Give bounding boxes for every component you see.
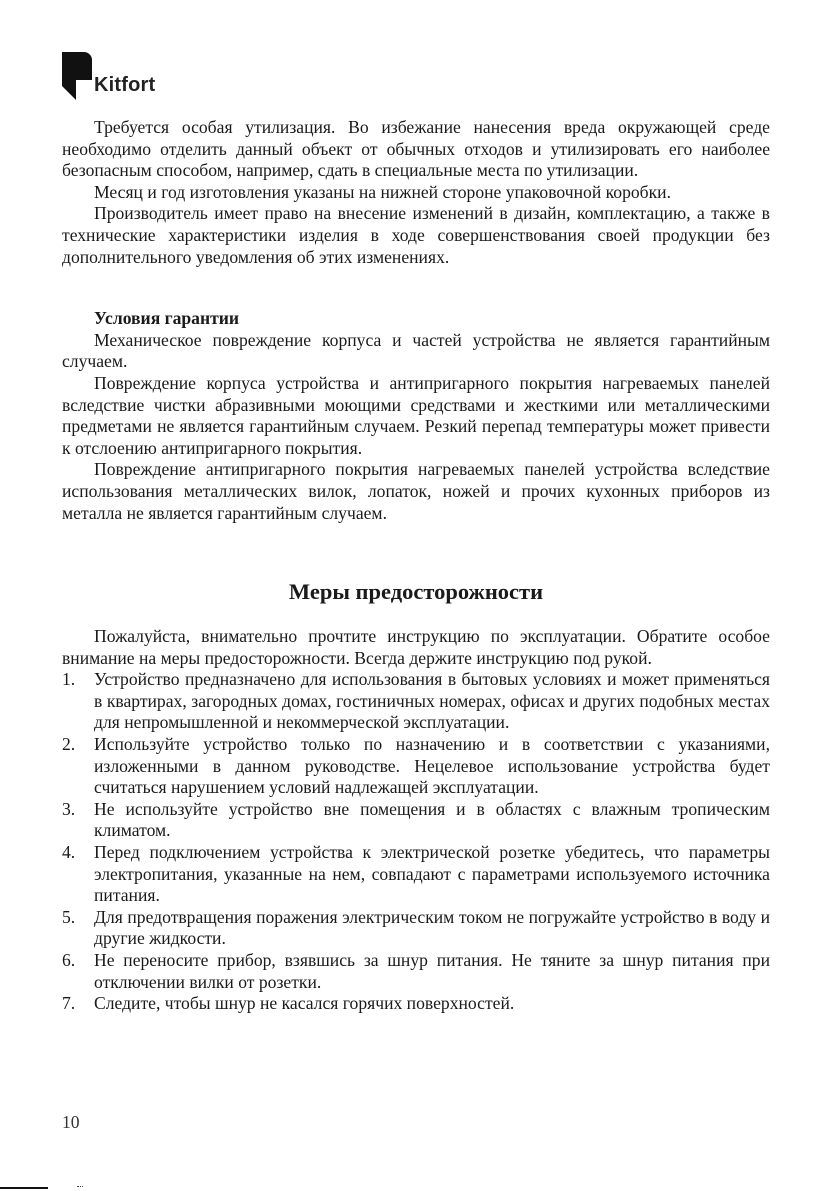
list-item	[62, 799, 770, 842]
list-text: Устройство предназначено для использования в бытовых условиях и может применяться в квартирах, загородных домах, гостиничных номерах, офисах и других подобных местах для непромышленной и некоммерческой эксплуатации.	[94, 669, 770, 733]
list-item	[62, 842, 770, 907]
precautions-heading: Меры предосторожности	[288, 579, 544, 605]
list-text: Не переносите прибор, взявшись за шнур питания. Не тяните за шнур питания при отключении вилки от розетки.	[94, 950, 770, 992]
intro-paragraph: Месяц и год изготовления указаны на нижней стороне упаковочной коробки.	[94, 181, 671, 202]
precautions-list	[62, 669, 770, 1015]
list-item	[62, 993, 770, 1015]
warranty-paragraph: Повреждение корпуса устройства и антипригарного покрытия нагреваемых панелей вследствие чистки абразивными моющими средствами и жесткими или металлическими предметами не является гарантийным случаем. Резкий перепад температуры может привести к отслоению антипригарного покрытия.	[62, 372, 770, 458]
list-number: 2.	[62, 734, 76, 755]
crop-mark	[0, 1187, 48, 1189]
page-number: 10	[62, 1112, 80, 1132]
list-text: Используйте устройство только по назначению и в соответствии с указаниями, изложенными в данном руководстве. Нецелевое использование устройства будет считаться нарушением условий надлежащей эксплуатации.	[94, 734, 770, 798]
kitfort-mark-icon	[62, 52, 92, 100]
list-item	[62, 950, 770, 993]
warranty-paragraph: Повреждение антипригарного покрытия нагреваемых панелей устройства вследствие использования металлических вилок, лопаток, ножей и прочих кухонных приборов из металла не является гарантийным случаем.	[62, 459, 770, 523]
intro-paragraph: Производитель имеет право на внесение изменений в дизайн, комплектацию, а также в технические характеристики изделия в ходе совершенствования своей продукции без дополнительного уведомления об этих изменениях.	[62, 203, 770, 267]
list-number: 7.	[62, 993, 76, 1014]
list-number: 1.	[62, 669, 76, 690]
list-item	[62, 907, 770, 950]
list-text: Не используйте устройство вне помещения и в областях с влажным тропическим климатом.	[94, 798, 770, 841]
list-text: Для предотвращения поражения электрическим током не погружайте устройство в воду и другие жидкости.	[94, 906, 770, 949]
warranty-paragraph: Механическое повреждение корпуса и частей устройства не является гарантийным случаем.	[62, 329, 770, 372]
list-number: 3.	[62, 798, 76, 819]
intro-paragraph: Требуется особая утилизация. Во избежание нанесения вреда окружающей среде необходимо отделить данный объект от обычных отходов и утилизировать его наиболее безопасным способом, например, сдать в специальные места по утилизации.	[62, 117, 770, 181]
warranty-heading: Условия гарантии	[94, 308, 240, 329]
list-number: 5.	[62, 906, 76, 927]
crop-mark	[77, 1186, 83, 1190]
brand-name: Kitfort	[94, 74, 156, 96]
list-item	[62, 669, 770, 734]
list-number: 4.	[62, 842, 76, 863]
list-number: 6.	[62, 950, 76, 970]
list-text: Перед подключением устройства к электрической розетке убедитесь, что параметры электропитания, указанные на нем, совпадают с параметрами используемого источника питания.	[94, 842, 770, 906]
page-content	[62, 117, 770, 1015]
precautions-intro: Пожалуйста, внимательно прочтите инструкцию по эксплуатации. Обратите особое внимание на меры предосторожности. Всегда держите инструкцию под рукой.	[62, 626, 770, 668]
list-text: Следите, чтобы шнур не касался горячих поверхностей.	[94, 993, 515, 1014]
list-item	[62, 734, 770, 799]
